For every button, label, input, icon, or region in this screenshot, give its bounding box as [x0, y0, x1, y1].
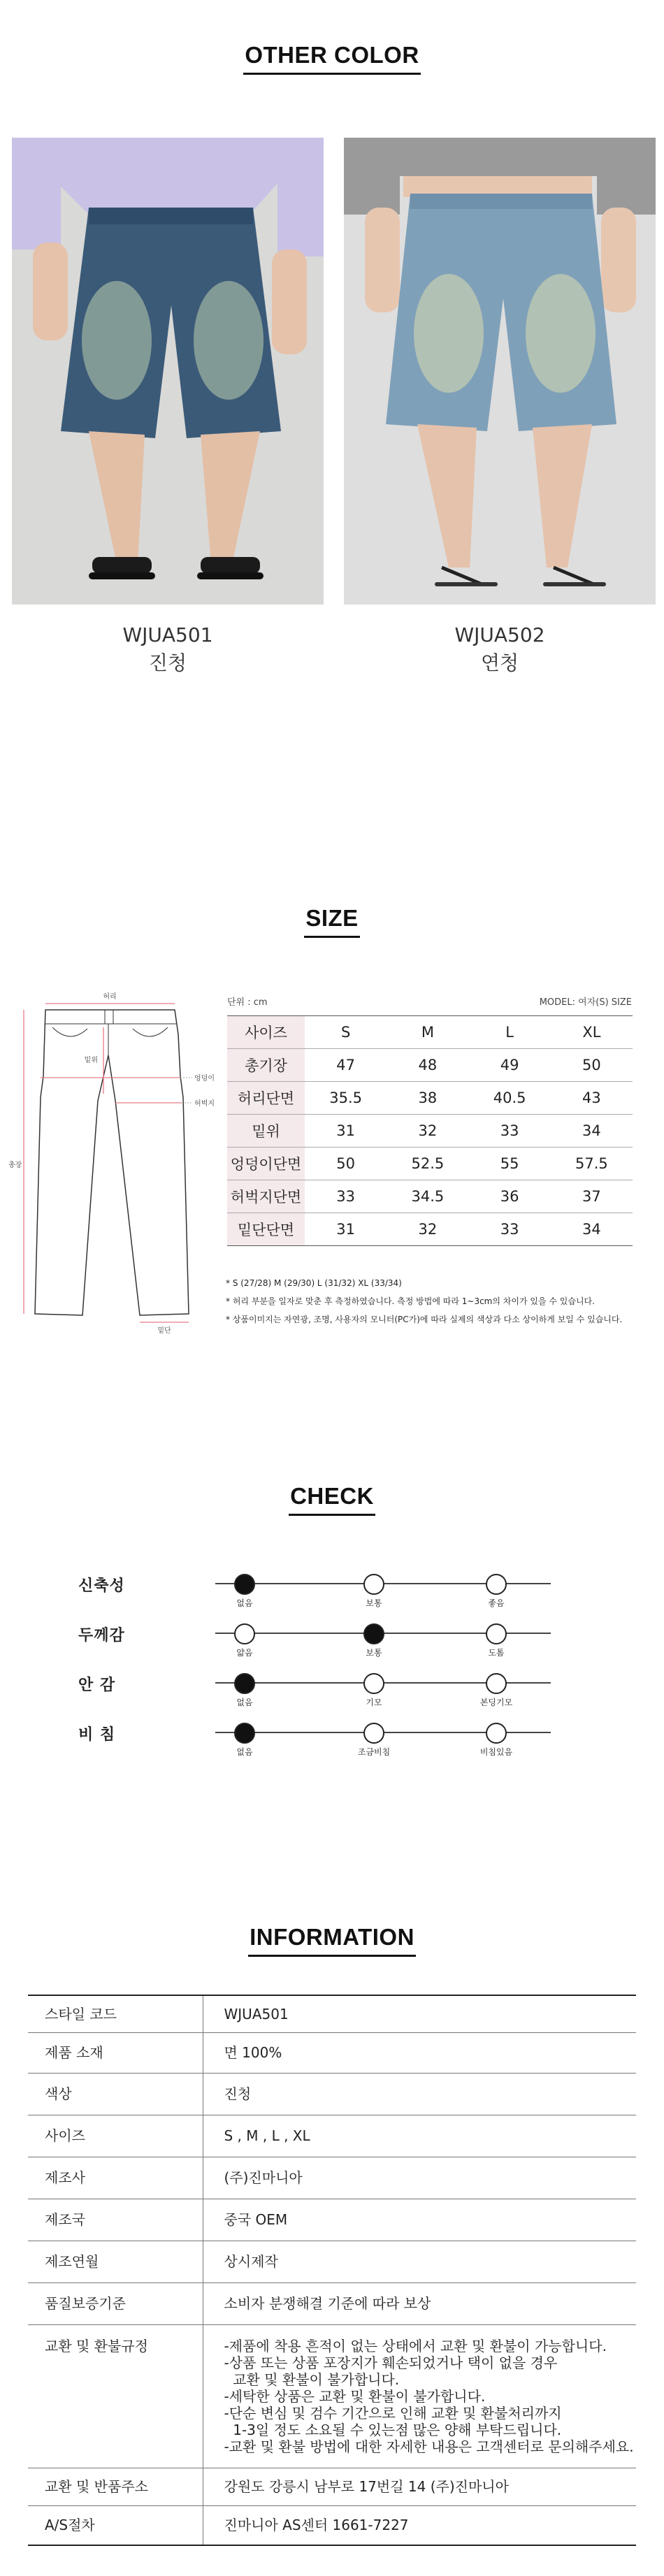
cell: 34 [551, 1213, 633, 1246]
check-option-selected[interactable] [363, 1623, 384, 1644]
info-value: 진청 [203, 2073, 636, 2115]
product-caption-2 [344, 621, 656, 677]
check-option[interactable] [363, 1673, 384, 1694]
check-option[interactable] [486, 1673, 507, 1694]
check-option[interactable] [363, 1574, 384, 1595]
product-color: 연청 [480, 651, 519, 674]
table-row [227, 1049, 633, 1082]
header-cell: 사이즈 [227, 1016, 305, 1049]
size-note: * 상품이미지는 자연광, 조명, 사용자의 모니터(PC가)에 따라 실제의 색상과 다소 상이하게 보일 수 있습니다. [226, 1315, 623, 1324]
size-title: SIZE [0, 905, 664, 938]
size-table [227, 1015, 633, 1246]
info-value: 상시제작 [203, 2241, 636, 2282]
policy-line: -제품에 착용 흔적이 없는 상태에서 교환 및 환불이 가능합니다. [224, 2337, 607, 2354]
policy-line: -단순 변심 및 검수 기간으로 인해 교환 및 환불처리까지 [224, 2404, 562, 2422]
check-title: CHECK [0, 1483, 664, 1516]
table-row [28, 2073, 636, 2115]
cell: 50 [305, 1148, 387, 1180]
check-option-label: 없음 [236, 1598, 253, 1608]
hem-label: 밑단 [157, 1327, 171, 1335]
check-option-label: 비침있음 [479, 1747, 513, 1757]
size-table-header [227, 1016, 633, 1049]
check-option-label: 조금비침 [357, 1747, 391, 1757]
info-key: 사이즈 [28, 2115, 203, 2157]
table-row [28, 2282, 636, 2324]
check-option-label: 보통 [366, 1648, 382, 1658]
hip-label: 엉덩이 [194, 1075, 215, 1083]
cell: 57.5 [551, 1148, 633, 1180]
information-table [28, 1995, 636, 2546]
check-row [0, 1623, 664, 1658]
cell: 55 [469, 1148, 551, 1180]
table-row [28, 2032, 636, 2073]
table-row [227, 1082, 633, 1115]
check-option[interactable] [486, 1623, 507, 1644]
check-option-label: 없음 [236, 1747, 253, 1757]
cell: 35.5 [305, 1082, 387, 1115]
info-key: 제조국 [28, 2199, 203, 2241]
information-title: INFORMATION [0, 1924, 664, 1957]
table-row [28, 2468, 636, 2505]
policy-line: 1-3일 정도 소요될 수 있는점 많은 양해 부탁드립니다. [224, 2421, 562, 2438]
check-option-label: 기모 [366, 1698, 382, 1707]
cell: 52.5 [387, 1148, 468, 1180]
policy-line: -교환 및 환불 방법에 대한 자세한 내용은 고객센터로 문의해주세요. [224, 2438, 634, 2455]
info-key: 품질보증기준 [28, 2282, 203, 2324]
info-key: 색상 [28, 2073, 203, 2115]
cell: 48 [387, 1049, 468, 1082]
cell: 37 [551, 1180, 633, 1213]
product-code: WJUA502 [454, 623, 545, 646]
check-option-label: 없음 [236, 1698, 253, 1707]
info-value: WJUA501 [203, 1995, 636, 2032]
check-option-label: 본딩기모 [479, 1698, 513, 1707]
row-label: 밑단단면 [227, 1213, 305, 1246]
size-unit: 단위 : cm [227, 997, 268, 1008]
check-option-selected[interactable] [234, 1574, 255, 1595]
header-cell: L [469, 1016, 551, 1049]
product-caption-1 [12, 621, 324, 677]
table-row [28, 2241, 636, 2282]
cell: 33 [305, 1180, 387, 1213]
table-row [227, 1213, 633, 1246]
cell: 40.5 [469, 1082, 551, 1115]
check-label: 두께감 [78, 1627, 125, 1644]
cell: 47 [305, 1049, 387, 1082]
rise-label: 밑위 [84, 1057, 98, 1064]
cell: 31 [305, 1213, 387, 1246]
check-option[interactable] [363, 1723, 384, 1744]
table-row [28, 1995, 636, 2032]
waist-label: 허리 [103, 993, 117, 1001]
table-row [227, 1148, 633, 1180]
row-label: 총기장 [227, 1049, 305, 1082]
table-row [28, 2157, 636, 2199]
cell: 43 [551, 1082, 633, 1115]
check-option[interactable] [486, 1723, 507, 1744]
product-code: WJUA501 [122, 623, 213, 646]
table-row [227, 1180, 633, 1213]
product-color: 진청 [148, 651, 187, 674]
check-option-selected[interactable] [234, 1723, 255, 1744]
info-key: 제조연월 [28, 2241, 203, 2282]
model-size: MODEL: 여자(S) SIZE [539, 997, 632, 1008]
table-row [227, 1115, 633, 1148]
size-note: * S (27/28) M (29/30) L (31/32) XL (33/34) [226, 1278, 402, 1288]
cell: 32 [387, 1213, 468, 1246]
info-key: 제품 소재 [28, 2032, 203, 2073]
check-label: 안 감 [78, 1677, 116, 1694]
policy-line: -상품 또는 상품 포장지가 훼손되었거나 택이 없을 경우 [224, 2354, 558, 2371]
info-key: 교환 및 반품주소 [28, 2468, 203, 2505]
cell: 38 [387, 1082, 468, 1115]
cell: 31 [305, 1115, 387, 1148]
cell: 34.5 [387, 1180, 468, 1213]
size-notes [226, 1274, 622, 1329]
thigh-label: 허벅지 [194, 1100, 215, 1108]
cell: 36 [469, 1180, 551, 1213]
info-value: 진마니아 AS센터 1661-7227 [203, 2505, 636, 2545]
other-color-title: OTHER COLOR [0, 42, 664, 75]
check-option-label: 도톰 [488, 1648, 505, 1658]
check-option[interactable] [486, 1574, 507, 1595]
header-cell: S [305, 1016, 387, 1049]
table-row [28, 2199, 636, 2241]
cell: 50 [551, 1049, 633, 1082]
check-label: 비 침 [78, 1726, 116, 1744]
info-key: A/S절차 [28, 2505, 203, 2545]
product-photo-light-denim[interactable] [344, 138, 656, 605]
check-row [0, 1723, 664, 1757]
table-row [28, 2505, 636, 2545]
check-row [0, 1673, 664, 1707]
row-label: 허리단면 [227, 1082, 305, 1115]
check-option-label: 얇음 [236, 1648, 253, 1658]
info-value: 소비자 분쟁해결 기준에 따라 보상 [203, 2282, 636, 2324]
table-row [28, 2115, 636, 2157]
header-cell: M [387, 1016, 468, 1049]
check-option[interactable] [234, 1623, 255, 1644]
row-label: 허벅지단면 [227, 1180, 305, 1213]
info-key: 제조사 [28, 2157, 203, 2199]
info-value: 강원도 강릉시 남부로 17번길 14 (주)진마니아 [203, 2468, 636, 2505]
table-row [28, 2324, 636, 2468]
info-value: 중국 OEM [203, 2199, 636, 2241]
pants-measurement-diagram [0, 985, 224, 1335]
header-cell: XL [551, 1016, 633, 1049]
check-option-label: 좋음 [488, 1598, 505, 1608]
info-value [203, 2324, 636, 2468]
info-value: S , M , L , XL [203, 2115, 636, 2157]
cell: 33 [469, 1213, 551, 1246]
check-label: 신축성 [78, 1577, 125, 1595]
length-label: 총장 [8, 1162, 22, 1169]
cell: 32 [387, 1115, 468, 1148]
info-key: 스타일 코드 [28, 1995, 203, 2032]
cell: 33 [469, 1115, 551, 1148]
policy-line: -세탁한 상품은 교환 및 환불이 불가합니다. [224, 2387, 486, 2405]
info-value: (주)진마니아 [203, 2157, 636, 2199]
row-label: 엉덩이단면 [227, 1148, 305, 1180]
size-note: * 허리 부분을 일자로 맞춘 후 측정하였습니다. 측정 방법에 따라 1~3cm의 차이가 있을 수 있습니다. [226, 1296, 595, 1306]
check-option-selected[interactable] [234, 1673, 255, 1694]
check-row [0, 1574, 664, 1608]
row-label: 밑위 [227, 1115, 305, 1148]
info-key: 교환 및 환불규정 [28, 2324, 203, 2468]
cell: 49 [469, 1049, 551, 1082]
cell: 34 [551, 1115, 633, 1148]
check-option-label: 보통 [366, 1598, 382, 1608]
policy-line: 교환 및 환불이 불가합니다. [224, 2371, 400, 2388]
info-value: 면 100% [203, 2032, 636, 2073]
product-photo-dark-denim[interactable] [12, 138, 324, 605]
